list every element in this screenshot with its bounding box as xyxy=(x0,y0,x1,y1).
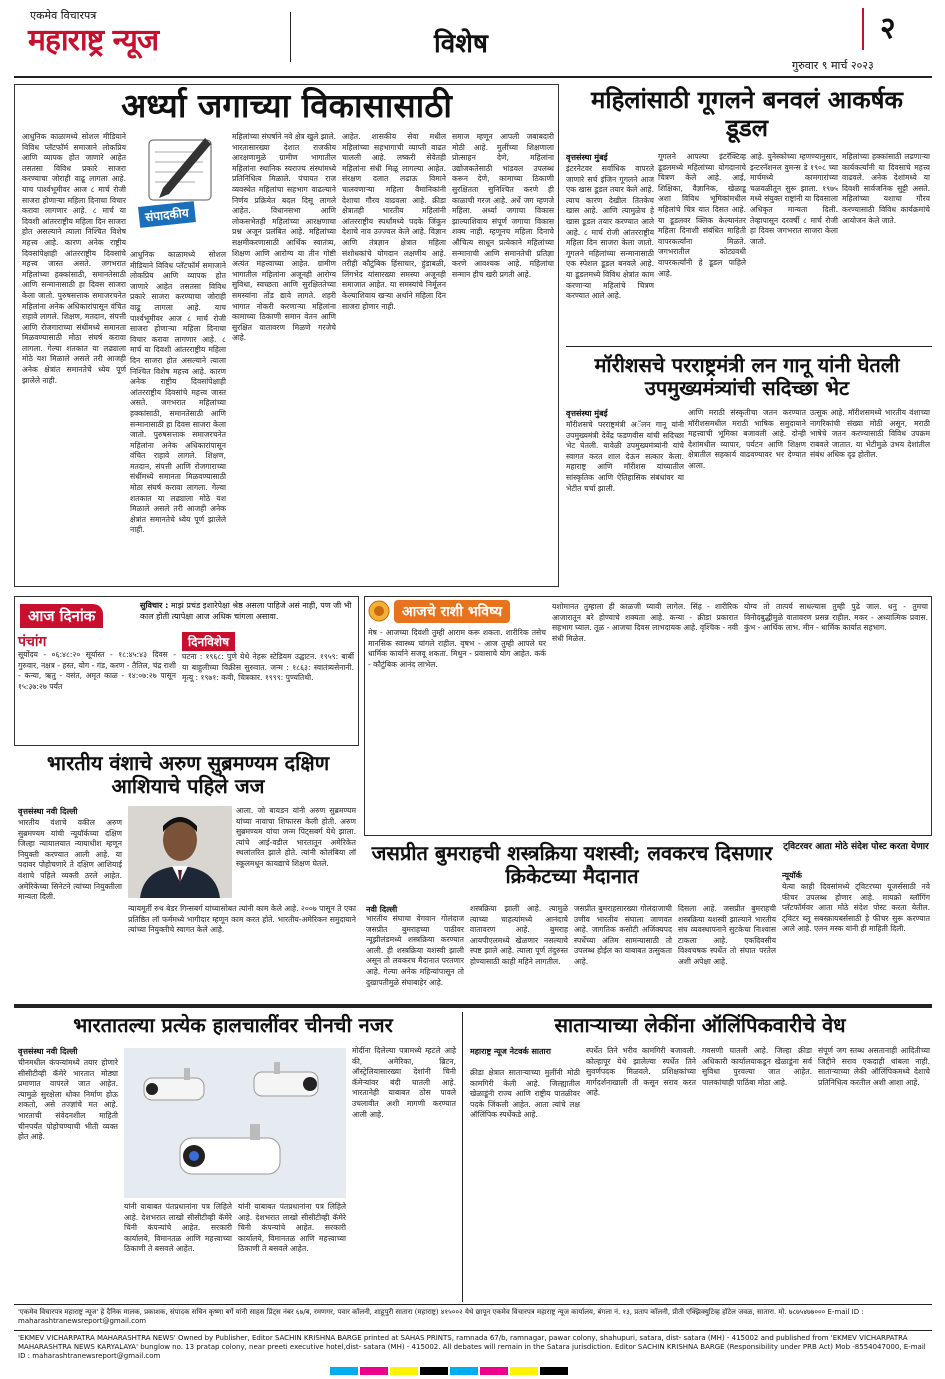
portrait-icon xyxy=(128,806,232,898)
masthead-logo: महाराष्ट्र न्यूज xyxy=(28,23,159,58)
imprint-english: 'EKMEV VICHARPATRA MAHARASHTRA NEWS' Owned by Publisher, Editor SACHIN KRISHNA BARGE printed at SAHAS PRINTS, ramnada 67/b, ramnagar, pawar colony, shahupuri, satara, dist- satara (MH) - 415002 and published from 'EKMEV VICHARPATRA MAHARASHTRA NEWS KARYALAYA' bunglow no. 13 pratap colony, near preeti executive hotel,dist- satara (MH) - 415002. All debates will remain in the Satara jurisdiction. Editor SACHIN KRISHNA BARGE (Responsibility under PRB Act) Mob -8554047000, E-mail ID : maharashtranewsreport@gmail.com xyxy=(18,1334,926,1360)
bumrah-col-2: शस्त्रक्रिया झाली आहे. त्यामुळे त्याच्या चाहत्यांमध्ये आनंदाचे वातावरण आहे. बुमराह आयपीएलमध्ये खेळणार नसल्याचे स्पष्ट झाले आहे. त्याला पूर्ण तंदुरुस्त होण्यासाठी काही महिने लागतील. xyxy=(470,904,568,966)
olympic-dateline: महाराष्ट्र न्यूज नेटवर्क सातारा xyxy=(470,1047,551,1056)
editorial-badge-label: संपादकीय xyxy=(138,201,196,228)
dinvishesh-label: दिनविशेष xyxy=(182,632,235,651)
china-col-1: चीनमधील कंपन्यांमध्ये तयार होणारे सीसीटीव्ही कॅमेरे भारतात मोठ्या प्रमाणात वापरले जात आहेत. त्यामुळे सुरक्षेला धोका निर्माण होऊ शकतो, असे तज्ज्ञांचे मत आहे. भारताची संवेदनशील माहिती चीनपर्यंत पोहोचण्याची भीती व्यक्त होत आहे. xyxy=(18,1058,118,1142)
print-color-bar xyxy=(330,1360,570,1379)
arun-dateline: वृत्तसंस्था नवी दिल्ली xyxy=(18,807,78,816)
section-divider xyxy=(14,1004,932,1008)
google-col-1: इंटरनेटवर सर्वाधिक वापरले जाणारे सर्च इंजिन गूगलने आज एक खास डूडल तयार केले आहे. त्याच कारण देखील तितकेच खास आहे. आणि त्यामुळेच हे खास डूडल तयार करण्यात आले आहे. ८ मार्च रोजी आंतरराष्ट्रीय महिला दिन साजरा केला जातो. गूगलने महिलांच्या सन्मानासाठी एक स्पेशल डूडल बनवले आहे. या डूडलमध्ये विविध क्षेत्रांत काम करणाऱ्या महिलांचे चित्रण करण्यात आले आहे. xyxy=(566,164,654,301)
imprint-marathi: 'एकमेव विचारपत्र महाराष्ट्र न्यूज' हे दैनिक मालक, प्रकाशक, संपादक सचिन कृष्णा बर्गे यांनी साहस प्रिंट्स नंबर ६७/ब, रमणगर, पवार कॉलनी, शाहूपुरी सातारा (महाराष्ट्र) ४१५००२ येथे छापून एकमेव विचारपत्र महाराष्ट्र न्यूज कार्यालय, बंगला नं. १३, प्रताप कॉलनी, प्रीती एक्झिक्युटिव्ह हॉटेल जवळ, सातारा. मो. ७८७५४७७००० E-mail ID : maharashtranewsreport@gmail.com xyxy=(18,1308,864,1325)
mauritius-col-2: आणि मराठी संस्कृतीचा जतन करण्यात मॉरीशसमधील मराठी भाषिक समुदायाने महत्त्वाची भूमिका बजावली आहे. दोन्ही देशांमधील व्यापार, पर्यटन आणि शिक्षण क्षेत्रातील सहकार्य वाढवण्यावर भर देण्यात आला. xyxy=(688,408,806,470)
google-col-4: महिलांच्या हक्कांसाठी लढणाऱ्या कार्यकर्त्यांनी या दिवसाचे महत्त्व वाढवले. अनेक देशांमध्ये या दिवशी सार्वजनिक सुट्टी असते. महिलांच्या यशाचा गौरव करण्यासाठी विविध कार्यक्रमांचे आयोजन केले जाते. xyxy=(842,152,930,225)
arun-col-3: न्यायमूर्ती रुथ बेडर गिन्सबर्ग यांच्यासोबत त्यांनी काम केले आहे. २००७ पासून ते एका प्रतिष्ठित लॉ फर्ममध्ये भागीदार म्हणून काम करत होते. भारतीय-अमेरिकन समुदायाने त्यांच्या नियुक्तीचे स्वागत केले आहे. xyxy=(128,904,356,935)
google-col-3: आहे. युनेस्कोच्या म्हणण्यानुसार, इन्टरनॅशनल वुमन्स डे १९०८ च्या मार्चमध्ये कामगारांच्या चळवळीतून सुरू झाला. १९७५ मध्ये संयुक्त राष्ट्रांनी या दिवसाला अधिकृत मान्यता दिली. तेव्हापासून दरवर्षी ८ मार्च रोजी हा दिवस जगभरात साजरा केला जातो. xyxy=(750,152,838,246)
rashi-col-2: यशोमानत तुम्हाला ही काळजी घ्यावी लागेल. सिंह - शारीरिक आजारातून बरे होण्याचे शक्यता आहे. कन्या - क्रीडा प्रकारात सहभाग घ्याल. तूळ - आजचा दिवस लाभदायक आहे. वृश्चिक - नवी संधी मिळेल. xyxy=(552,602,738,643)
arun-headline: भारतीय वंशाचे अरुण सुब्रमण्यम दक्षिण आशियाचे पहिले जज xyxy=(46,751,330,798)
china-col-2: यांनी याबाबत पंतप्रधानांना पत्र लिहिले आहे. देशभरात लाखो सीसीटीव्ही कॅमेरे चिनी कंपन्यांचे आहेत. सरकारी कार्यालये, विमानतळ आणि महत्त्वाच्या ठिकाणी ते बसवले आहेत. xyxy=(124,1202,232,1254)
twitter-body: येत्या काही दिवसांमध्ये ट्विटरच्या यूजर्ससाठी नवे फीचर उपलब्ध होणार आहे. मायक्रो ब्लॉगिंग प्लॅटफॉर्मवर आता मोठे संदेश पोस्ट करता येतील. ट्विटर ब्लू सबस्क्रायबर्ससाठी हे फीचर सुरू करण्यात आले आहे. एलन मस्क यांनी ही माहिती दिली. xyxy=(782,882,930,934)
twitter-dateline: न्यूयॉर्क xyxy=(782,871,802,880)
arun-col-1: भारतीय वंशाचे वकील अरुण सुब्रमण्यम यांची न्यूयॉर्कच्या दक्षिण जिल्हा न्यायालयात न्यायाधीश म्हणून नियुक्ती करण्यात आली आहे. या पदावर पोहोचणारे ते दक्षिण आशियाई वंशाचे पहिले व्यक्ती ठरले आहेत. अमेरिकेच्या सिनेटने त्यांच्या नियुक्तीला मान्यता दिली. xyxy=(18,818,122,902)
panchang-label: पंचांग xyxy=(18,634,47,650)
editorial-col-3: आहेत. शासकीय सेवा मधील महिलांच्या सहभागाची व्याप्ती वाढत चालली आहे. लष्करी सेवेतही महिलांना संधी मिळू लागल्या आहेत. संरक्षण दलात लढाऊ विमाने चालवणाऱ्या महिला वैमानिकांनी देशाचा गौरव वाढवला आहे. क्रीडा क्षेत्रातही भारतीय महिलांनी आंतरराष्ट्रीय स्पर्धांमध्ये पदके जिंकून देशाचे नाव उज्ज्वल केले आहे. विज्ञान आणि तंत्रज्ञान क्षेत्रात महिला संशोधकांचे योगदान लक्षणीय आहे. तरीही कौटुंबिक हिंसाचार, हुंडाबळी, लिंगभेद यांसारख्या समस्या अजूनही समाजात आहेत. या समस्यांचे निर्मूलन केल्याशिवाय खऱ्या अर्थाने महिला दिन साजरा होणार नाही. xyxy=(342,132,446,311)
dinvishesh-text: घटना : १९६८: पुणे येथे नेहरू स्टेडियम उद्घाटन. १९५९: बार्बी या बाहुलीच्या विक्रीस सुरुवात. जन्म : १८६३: स्वातंत्र्यसेनानी. मृत्यू : १९७१: कवी, चित्रकार. १९९९: पुण्यतिथी. xyxy=(182,652,354,683)
pen-icon xyxy=(135,132,225,247)
olympic-col-3: गवसणी घातली आहे. जिल्हा क्रीडा अधिकारी कार्यालयाकडून खेळाडूंना सर्व सुविधा पुरवल्या जात आहेत. पालकांचाही पाठिंबा मोठा आहे. xyxy=(702,1046,812,1087)
aaj-dinank-label: आज दिनांक xyxy=(20,604,103,628)
olympic-col-2: स्पर्धेत तिने भरीव कामगिरी बजावली. कोल्हापूर येथे झालेल्या स्पर्धेत तिने सुवर्णपदक मिळवले. प्रशिक्षकांच्या मार्गदर्शनाखाली ती कसून सराव करत आहे. xyxy=(586,1046,696,1098)
olympic-headline: साताऱ्याच्या लेकींना ऑलिंपिकवारीचे वेध xyxy=(554,1013,846,1037)
google-headline: महिलांसाठी गूगलने बनवलं आकर्षक डूडल xyxy=(591,85,903,142)
arun-photo xyxy=(128,806,232,898)
china-headline: भारतातल्या प्रत्येक हालचालींवर चीनची नजर xyxy=(73,1013,393,1037)
zodiac-wheel-icon xyxy=(368,600,390,622)
google-dateline: वृत्तसंस्था मुंबई xyxy=(566,153,608,162)
editorial-col-2: महिलांच्या संघर्षाने नवे क्षेत्र खुले झाले. भारतासारख्या देशात राजकीय आरक्षणामुळे ग्रामीण भागातील महिलांना स्थानिक स्वराज्य संस्थांमध्ये प्रतिनिधित्व मिळाले. पंचायत राज व्यवस्थेत महिलांचा सहभाग वाढल्याने निर्णय प्रक्रियेत बदल दिसू लागले आहेत. विधानसभा आणि लोकसभेतही महिलांच्या आरक्षणाचा प्रश्न अजून प्रलंबित आहे. महिलांच्या सक्षमीकरणासाठी आर्थिक स्वातंत्र्य, शिक्षण आणि आरोग्य या तीन गोष्टी अत्यंत महत्त्वाच्या आहेत. ग्रामीण भागातील महिलांना अजूनही आरोग्य सुविधा, स्वच्छता आणि सुरक्षिततेच्या समस्यांना तोंड द्यावे लागते. शहरी भागात नोकरी करणाऱ्या महिलांना कामाच्या ठिकाणी समान वेतन आणि सुरक्षित वातावरण मिळणे गरजेचे आहे. xyxy=(232,132,336,343)
olympic-col-4: संपूर्ण जग स्तब्ध असतानाही आदितीच्या जिद्दीने सराव एकदाही थांबला नाही. साताऱ्याच्या लेकी ऑलिंपिकमध्ये देशाचे प्रतिनिधित्व करतील अशी आशा आहे. xyxy=(818,1046,930,1087)
google-col-2: गूगलने आपल्या इंटरॅक्टिव्ह डूडलमध्ये महिलांच्या योगदानाचे चित्रण केले आहे. आई, शिक्षिका, वैज्ञानिक, खेळाडू अशा विविध भूमिकांमधील महिलांचे चित्र यात दिसत आहे. या डूडलवर क्लिक केल्यानंतर महिला दिनाशी संबंधित माहिती वापरकर्त्यांना मिळते. जगभरातील कोट्यवधी वापरकर्त्यांनी हे डूडल पाहिले आहे. xyxy=(658,152,746,278)
mauritius-headline: मॉरीशसचे परराष्ट्रमंत्री लन गानू यांनी घेतली उपमुख्यमंत्र्यांची सदिच्छा भेट xyxy=(594,353,900,400)
china-col-2b: यांनी याबाबत पंतप्रधानांना पत्र लिहिले आहे. देशभरात लाखो सीसीटीव्ही कॅमेरे चिनी कंपन्यांचे आहेत. सरकारी कार्यालये, विमानतळ आणि महत्त्वाच्या ठिकाणी ते बसवले आहेत. xyxy=(238,1202,346,1254)
bumrah-headline: जसप्रीत बुमराहची शस्त्रक्रिया यशस्वी; लवकरच दिसणार क्रिकेटच्या मैदानात xyxy=(371,841,773,888)
editorial-col-1: आधुनिक काळामध्ये सोशल मीडियाने विविध प्लॅटफॉर्म समाजाने लोकप्रिय आणि व्यापक होत जाणारे आहेत तसतसा विविध प्रकारे साजरा करण्याचा जोराही वाढू लागला आहे. याच पार्श्वभूमीवर आज ८ मार्च रोजी साजरा होणाऱ्या महिला दिनाचा विचार करावा लागणार आहे. ८ मार्च या दिवशी आंतरराष्ट्रीय महिला दिन साजरा होत असल्याने त्याला निश्चित विशेष महत्त्व आहे. कारण अनेक राष्ट्रीय दिवसांपेक्षाही आंतरराष्ट्रीय दिवसांचे महत्त्व जास्त असते. जगभरात महिलांच्या हक्कांसाठी, समानतेसाठी आणि सन्मानासाठी हा दिवस साजरा केला जातो. पुरुषसत्ताक समाजरचनेत महिलांना अनेक अधिकारांपासून वंचित राहावे लागले. शिक्षण, मतदान, संपत्ती आणि रोजगाराच्या संधींमध्ये समानता मिळवण्यासाठी मोठा संघर्ष करावा लागला. गेल्या शतकात या लढ्याला मोठे यश मिळाले असले तरी आजही अनेक क्षेत्रांत समानतेचे ध्येय पूर्ण झालेले नाही. xyxy=(22,132,126,385)
arun-col-2: आला. जो बायडन यांनी अरुण सुब्रमण्यम यांच्या नावाचा शिफारस केली होती. अरुण सुब्रमण्यम यांचा जन्म पिट्सबर्ग येथे झाला. त्यांचे आई-वडील भारतातून अमेरिकेत स्थलांतरित झाले होते. त्यांनी कोलंबिया लॉ स्कूलमधून कायद्याचे शिक्षण घेतले. xyxy=(236,806,356,868)
china-dateline: वृत्तसंस्था नवी दिल्ली xyxy=(18,1047,78,1056)
bumrah-dateline: नवी दिल्ली xyxy=(366,905,398,914)
mauritius-col-3: उत्सुक आहे. मॉरीशसमध्ये भारतीय वंशाच्या नागरिकांची संख्या मोठी असून, मराठी भाषेचे जतन करण्यासाठी विविध उपक्रम राबवले जातात. या भेटीमुळे उभय देशांतील संबंध अधिक दृढ होतील. xyxy=(810,408,930,460)
mauritius-col-1: मॉरीशसचे परराष्ट्रमंत्री अॅलन गानू यांनी उपमुख्यमंत्री देवेंद्र फडणवीस यांची सदिच्छा भेट घेतली. यावेळी उपमुख्यमंत्र्यांनी यांचे स्वागत करत शाल देऊन सत्कार केला. महाराष्ट्र आणि मॉरीशस यांच्यातील सांस्कृतिक आणि ऐतिहासिक संबंधांवर या भेटीत चर्चा झाली. xyxy=(566,420,684,493)
rashi-col-3: योग्य तो तात्पर्य साधल्यास तुम्ही पुढे जाल. धनु - तुमचा विनोदबुद्धीमुळे वातावरण प्रसन्न राहील. मकर - अध्यात्मिक प्रवास. कुंभ - आर्थिक लाभ. मीन - धार्मिक कार्यात सहभाग. xyxy=(744,602,928,633)
page-number: २ xyxy=(880,11,896,46)
issue-date: गुरुवार ९ मार्च २०२३ xyxy=(792,59,874,72)
editorial-col-1b: आधुनिक काळामध्ये सोशल मीडियाने विविध प्लॅटफॉर्म समाजाने लोकप्रिय आणि व्यापक होत जाणारे आहेत तसतसा विविध प्रकारे साजरा करण्याचा जोराही वाढू लागला आहे. याच पार्श्वभूमीवर आज ८ मार्च रोजी साजरा होणाऱ्या महिला दिनाचा विचार करावा लागणार आहे. ८ मार्च या दिवशी आंतरराष्ट्रीय महिला दिन साजरा होत असल्याने त्याला निश्चित विशेष महत्त्व आहे. कारण अनेक राष्ट्रीय दिवसांपेक्षाही आंतरराष्ट्रीय दिवसांचे महत्त्व जास्त असते. जगभरात महिलांच्या हक्कांसाठी, समानतेसाठी आणि सन्मानासाठी हा दिवस साजरा केला जातो. पुरुषसत्ताक समाजरचनेत महिलांना अनेक अधिकारांपासून वंचित राहावे लागले. शिक्षण, मतदान, संपत्ती आणि रोजगाराच्या संधींमध्ये समानता मिळवण्यासाठी मोठा संघर्ष करावा लागला. गेल्या शतकात या लढ्याला मोठे यश मिळाले असले तरी आजही अनेक क्षेत्रांत समानतेचे ध्येय पूर्ण झालेले नाही. xyxy=(130,250,226,535)
rashi-col-1: मेष - आजच्या दिवशी तुम्ही आराम करू शकता. शारीरिक तसेच मानसिक स्वास्थ्य चांगले राहील. वृषभ - आज तुम्ही आपले घर धार्मिक कार्याने सजवू शकता. मिथुन - प्रवासाचे योग आहेत. कर्क - कौटुंबिक आनंद लाभेल. xyxy=(368,628,546,669)
editorial-badge xyxy=(135,132,225,247)
bumrah-col-1: भारतीय संघाचा वेगवान गोलंदाज जसप्रीत बुमराहच्या पाठीवर न्यूझीलंडमध्ये शस्त्रक्रिया करण्यात आली. ही शस्त्रक्रिया यशस्वी झाली असून तो लवकरच मैदानात परतणार आहे. गेल्या अनेक महिन्यांपासून तो दुखापतीमुळे संघाबाहेर आहे. xyxy=(366,914,464,987)
editorial-col-4: समाज म्हणून आपली जबाबदारी मोठी आहे. मुलींच्या शिक्षणाला प्रोत्साहन देणे, महिलांना उद्योजकतेसाठी भांडवल उपलब्ध करून देणे, कामाच्या ठिकाणी सुरक्षितता सुनिश्चित करणे ही काळाची गरज आहे. अर्धे जग म्हणजे महिला. अर्ध्या जगाचा विकास झाल्याशिवाय संपूर्ण जगाचा विकास शक्य नाही. म्हणूनच महिला दिनाचे औचित्य साधून प्रत्येकाने महिलांच्या सन्मानाची आणि समानतेची प्रतिज्ञा करणे आवश्यक आहे. महिलांचा सन्मान हीच खरी प्रगती आहे. xyxy=(452,132,554,279)
cctv-camera-icon xyxy=(124,1048,346,1198)
masthead-tagline: एकमेव विचारपत्र xyxy=(30,9,97,22)
cctv-photo xyxy=(124,1048,346,1198)
section-title: विशेष xyxy=(434,29,488,59)
olympic-col-1: क्रीडा क्षेत्रात साताऱ्याच्या मुलींनी मोठी कामगिरी केली आहे. जिल्ह्यातील खेळाडूंनी राज्य आणि राष्ट्रीय पातळीवर पदके जिंकली आहेत. आता त्यांचे लक्ष ऑलिंपिक स्पर्धेकडे आहे. xyxy=(470,1068,580,1120)
bumrah-col-4: दिसला आहे. जसप्रीत बुमराहची शस्त्रक्रिया यशस्वी झाल्याने भारतीय संघ व्यवस्थापनाने सुटकेचा निःश्वास टाकला आहे. एकदिवसीय विश्वचषक स्पर्धेत तो संघात परतेल अशी अपेक्षा आहे. xyxy=(678,904,776,966)
rashi-label: आजचे राशी भविष्य xyxy=(394,600,510,623)
china-col-3: मोदींना दिलेल्या पत्रामध्ये म्हटले आहे की, अमेरिका, ब्रिटन, ऑस्ट्रेलियासारख्या देशांनी चिनी कॅमेऱ्यांवर बंदी घातली आहे. भारतानेही याबाबत ठोस पावले उचलावीत अशी मागणी करण्यात आली आहे. xyxy=(352,1046,456,1119)
twitter-headline: ट्विटरवर आता मोठे संदेश पोस्ट करता येणार xyxy=(783,842,929,852)
suvichar-label: सुविचार : xyxy=(140,601,169,610)
editorial-headline: अर्ध्या जगाच्या विकासासाठी xyxy=(121,86,452,125)
panchang-text: सूर्योदय - ०६:४८:२० सूर्यास्त - १८:४५:४३ दिवस - गुरुवार, नक्षत्र - हस्त, योग - गंड, करण - तैतिल, चंद्र राशी - कन्या, ऋतु - वसंत, अमृत काळ - १४:०७:२७ पासून १५:३७:२७ पर्यंत xyxy=(18,650,176,691)
suvichar-text: माझं प्रचंड इशारेपेक्षा श्रेष्ठ असला पाहिजे असं नाही, पण जी भी काल होती त्यापेक्षा आज अधिक चांगला असावा. xyxy=(140,601,352,621)
mauritius-dateline: वृत्तसंस्था मुंबई xyxy=(566,409,608,418)
bumrah-col-3: जसप्रीत बुमराहसारख्या गोलंदाजाची उणीव भारतीय संघाला जाणवत आहे. जागतिक कसोटी अजिंक्यपद स्पर्धेच्या अंतिम सामन्यासाठी तो उपलब्ध होईल का याबाबत उत्सुकता आहे. xyxy=(574,904,672,966)
